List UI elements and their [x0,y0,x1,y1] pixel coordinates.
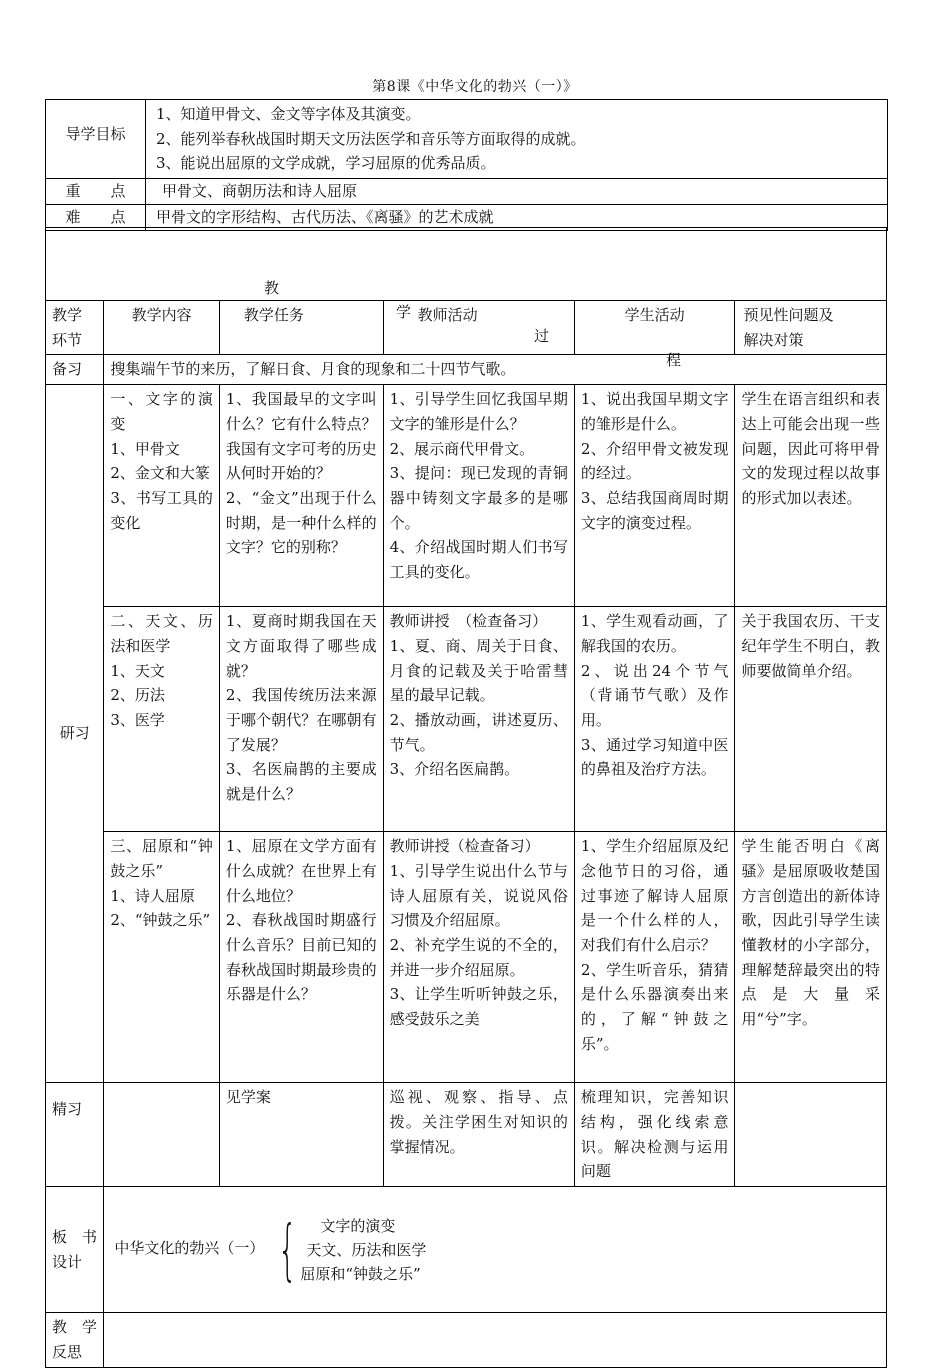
practice-task: 见学案 [219,1083,383,1187]
process-heading-row [46,228,887,301]
key-points-label: 重 点 [46,179,146,205]
prep-row [46,355,887,385]
reflection-label: 教 学 反思 [46,1313,104,1367]
key-points-value: 甲骨文、商朝历法和诗人屈原 [146,179,888,205]
board-item: 屈原和“钟鼓之乐” [300,1264,421,1283]
study-student-activity: 1、学生观看动画，了解我国的农历。 2、说出24个节气（背诵节气歌）及作用。 3、通过学习知道中医的鼻祖及治疗方法。 [574,607,735,832]
study-task: 1、我国最早的文字叫什么？它有什么特点？我国有文字可考的历史从何时开始的？ 2、“金文”出现于什么时期，是一种什么样的文字？它的别称？ [219,385,383,607]
study-student-activity: 1、说出我国早期文字的雏形是什么。 2、介绍甲骨文被发现的经过。 3、总结我国商周时期文字的演变过程。 [574,385,735,607]
board-label: 板 书 设计 [46,1186,104,1312]
objectives-row [46,100,888,179]
practice-teacher-activity: 巡视、观察、指导、点拨。关注学困生对知识的掌握情况。 [383,1083,574,1187]
col-header-student: 学生活动 [574,301,735,355]
key-points-row [46,179,888,205]
objectives-label: 导学目标 [46,100,146,179]
page-title: 第8课《中华文化的勃兴（一）》 [372,79,578,95]
col-header-solution: 预见性问题及 解决对策 [735,301,887,355]
study-teacher-activity: 教师讲授（检查备习） 1、引导学生说出什么节与诗人屈原有关，说说风俗习惯及介绍屈原。 2、补充学生说的不全的，并进一步介绍屈原。 3、让学生听听钟鼓之乐，感受鼓乐之美 [383,832,574,1083]
study-task: 1、夏商时期我国在天文方面取得了哪些成就？ 2、我国传统历法来源于哪个朝代？在哪朝有了发展？ 3、名医扁鹊的主要成就是什么？ [219,607,383,832]
study-content: 一、文字的演变 1、甲骨文 2、金文和大篆 3、书写工具的变化 [104,385,220,607]
practice-student-activity: 梳理知识，完善知识结构，强化线索意识。解决检测与运用问题 [574,1083,735,1187]
study-teacher-activity: 1、引导学生回忆我国早期文字的雏形是什么？ 2、展示商代甲骨文。 3、提问：现已发现的青铜器中铸刻文字最多的是哪个。 4、介绍战国时期人们书写工具的变化。 [383,385,574,607]
prep-text: 搜集端午节的来历，了解日食、月食的现象和二十四节气歌。 [104,355,887,385]
objective-item: 2、能列举春秋战国时期天文历法医学和音乐等方面取得的成就。 [156,129,586,148]
process-heading-char: 教 [264,279,280,297]
practice-label: 精习 [46,1083,104,1187]
practice-row [46,1083,887,1187]
study-solution: 学生在语言组织和表达上可能会出现一些问题，因此可将甲骨文的发现过程以故事的形式加以表述。 [735,385,887,607]
reflection-row [46,1313,887,1367]
lesson-header-table [45,99,888,231]
col-header-stage: 教学 环节 [46,301,104,355]
board-row [46,1186,887,1312]
process-heading-char: 程 [666,351,682,369]
study-row-2 [46,607,887,832]
study-solution: 学生能否明白《离骚》是屈原吸收楚国方言创造出的新体诗歌，因此引导学生读懂教材的小字部分，理解楚辞最突出的特点是大量采用“兮”字。 [735,832,887,1083]
study-row-3 [46,832,887,1083]
board-outline [110,1212,880,1288]
col-header-content: 教学内容 [104,301,220,355]
study-content: 二、天文、历法和医学 1、天文 2、历法 3、医学 [104,607,220,832]
study-solution: 关于我国农历、干支纪年学生不明白，教师要做简单介绍。 [735,607,887,832]
study-teacher-activity: 教师讲授 （检查备习） 1、夏、商、周关于日食、月食的记载及关于哈雷彗星的最早记载。 2、播放动画，讲述夏历、节气。 3、介绍名医扁鹊。 [383,607,574,832]
practice-content [104,1083,220,1187]
objective-item: 1、知道甲骨文、金文等字体及其演变。 [156,105,421,123]
teaching-process-table [45,227,887,1368]
difficulties-label: 难 点 [46,204,146,230]
study-label: 研习 [46,385,104,1083]
board-item: 天文、历法和医学 [306,1240,427,1259]
study-task: 1、屈原在文学方面有什么成就？在世界上有什么地位？ 2、春秋战国时期盛行什么音乐？目前已知的春秋战国时期最珍贵的乐器是什么？ [219,832,383,1083]
board-main-title: 中华文化的勃兴（一） [114,1238,265,1257]
col-header-task: 教学任务 [219,301,383,355]
difficulties-value: 甲骨文的字形结构、古代历法、《离骚》的艺术成就 [146,204,888,230]
practice-solution [735,1083,887,1187]
reflection-text [104,1313,887,1367]
prep-label: 备习 [46,355,104,385]
objectives-cell [146,100,888,179]
process-heading-char: 过 [534,327,550,345]
study-student-activity: 1、学生介绍屈原及纪念他节日的习俗，通过事迹了解诗人屈原是一个什么样的人，对我们有什么启示？ 2、学生听音乐，猜猜是什么乐器演奏出来的，了解“钟鼓之乐”。 [574,832,735,1083]
column-header-row [46,301,887,355]
board-design [104,1186,887,1312]
board-item: 文字的演变 [320,1216,396,1235]
objective-item: 3、能说出屈原的文学成就，学习屈原的优秀品质。 [156,154,496,173]
brace-icon: { [278,1210,298,1288]
study-content: 三、屈原和“钟鼓之乐” 1、诗人屈原 2、“钟鼓之乐” [104,832,220,1083]
col-header-teacher: 教师活动 [383,301,574,355]
study-row-1 [46,385,887,607]
process-heading-char: 学 [396,303,412,321]
